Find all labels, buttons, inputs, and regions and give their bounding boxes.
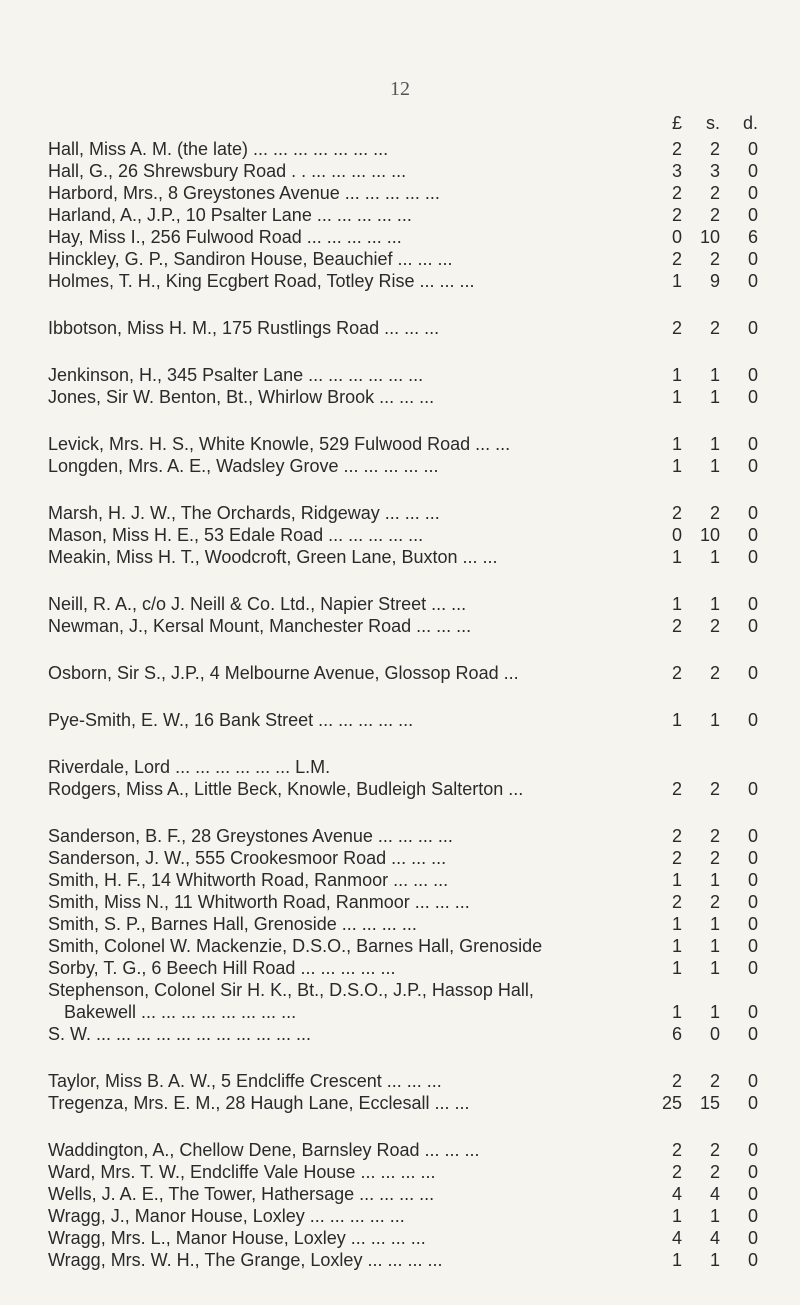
- subscriber-entry: [0, 433, 800, 455]
- subscriber-name: [48, 869, 648, 891]
- subscriber-entry: [0, 615, 800, 637]
- subscription-amount: [652, 455, 762, 477]
- shillings-value: 2: [709, 183, 720, 203]
- pounds-value: 1: [671, 434, 682, 454]
- subscriber-name: [48, 1249, 648, 1271]
- subscriber-entry: [0, 455, 800, 477]
- subscriber-name: [48, 182, 648, 204]
- pounds-value: 2: [671, 318, 682, 338]
- pounds-value: 3: [671, 161, 682, 181]
- subscription-amount: [652, 1092, 762, 1114]
- pounds-value: 1: [671, 1250, 682, 1270]
- subscriber-entry: [0, 182, 800, 204]
- pence-value: 0: [747, 456, 758, 476]
- subscriber-name-text: Wragg, Mrs. W. H., The Grange, Loxley ... ... ... ...: [48, 1250, 443, 1270]
- shillings-value: 1: [709, 958, 720, 978]
- subscriber-name: [48, 615, 648, 637]
- subscriber-entry: [0, 1070, 800, 1092]
- pence-value: 0: [747, 616, 758, 636]
- pence-value: 0: [747, 161, 758, 181]
- pounds-value: 1: [671, 914, 682, 934]
- shillings-value: 1: [709, 365, 720, 385]
- subscriber-name-text: Tregenza, Mrs. E. M., 28 Haugh Lane, Ecclesall ... ...: [48, 1093, 470, 1113]
- pounds-value: 2: [671, 1162, 682, 1182]
- subscriber-name-text: Hinckley, G. P., Sandiron House, Beauchief ... ... ...: [48, 249, 453, 269]
- pence-value: 0: [747, 1071, 758, 1091]
- letter-group: [0, 825, 800, 1045]
- subscription-amount: [652, 524, 762, 546]
- subscription-amount: [652, 1139, 762, 1161]
- subscriber-name-text: Ward, Mrs. T. W., Endcliffe Vale House ... ... ... ...: [48, 1162, 436, 1182]
- letter-group: [0, 593, 800, 637]
- pounds-value: 2: [671, 249, 682, 269]
- shillings-value: 3: [709, 161, 720, 181]
- page-number: 12: [390, 78, 410, 100]
- subscriber-entry: [0, 979, 800, 1023]
- subscriber-entry: [0, 1205, 800, 1227]
- subscriber-entry: [0, 138, 800, 160]
- pounds-value: 1: [671, 710, 682, 730]
- shillings-value: 2: [709, 249, 720, 269]
- subscriber-name: [48, 455, 648, 477]
- subscriber-entry: [0, 709, 800, 731]
- subscriber-name-text: Smith, S. P., Barnes Hall, Grenoside ... ... ... ...: [48, 914, 417, 934]
- pence-value: 0: [747, 1184, 758, 1204]
- subscriber-name: [48, 1092, 648, 1114]
- shillings-value: 2: [709, 318, 720, 338]
- pence-value: 0: [747, 1093, 758, 1113]
- pounds-value: 2: [671, 503, 682, 523]
- subscriber-entry: [0, 756, 800, 778]
- subscriber-name: [48, 891, 648, 913]
- shillings-value: 1: [709, 547, 720, 567]
- shillings-value: 1: [709, 594, 720, 614]
- subscriber-name-text: Hall, G., 26 Shrewsbury Road . . ... ... ... ... ...: [48, 161, 407, 181]
- subscriber-name: [48, 433, 648, 455]
- subscriber-entry: [0, 869, 800, 891]
- letter-group: [0, 433, 800, 477]
- subscriber-name-continuation: Bakewell ... ... ... ... ... ... ... ...: [64, 1002, 297, 1022]
- pence-value: 0: [747, 892, 758, 912]
- pence-value: 6: [747, 227, 758, 247]
- subscriber-name-text: Mason, Miss H. E., 53 Edale Road ... ... ... ... ...: [48, 525, 424, 545]
- pence-value: 0: [747, 958, 758, 978]
- shillings-value: 2: [709, 616, 720, 636]
- subscriber-entry: [0, 957, 800, 979]
- subscriber-name: [48, 1205, 648, 1227]
- subscriber-name: [48, 524, 648, 546]
- subscriber-name: [48, 593, 648, 615]
- pounds-value: 1: [671, 271, 682, 291]
- subscriber-entry: [0, 662, 800, 684]
- subscriber-entry: [0, 546, 800, 568]
- shillings-value: 10: [699, 525, 720, 545]
- subscriber-entry: [0, 1161, 800, 1183]
- subscription-amount: [652, 1249, 762, 1271]
- shillings-value: 1: [709, 434, 720, 454]
- subscription-amount: [652, 869, 762, 891]
- pence-value: 0: [747, 1250, 758, 1270]
- subscription-amount: [652, 778, 762, 800]
- pence-value: 0: [747, 387, 758, 407]
- subscriber-name: [48, 160, 648, 182]
- subscriber-entry: [0, 847, 800, 869]
- shillings-value: 2: [709, 848, 720, 868]
- pence-value: 0: [747, 848, 758, 868]
- subscription-amount: [652, 593, 762, 615]
- subscriber-name: [48, 364, 648, 386]
- pence-value: 0: [747, 249, 758, 269]
- subscriber-list: [0, 138, 800, 1296]
- letter-group: [0, 502, 800, 568]
- pence-value: 0: [747, 503, 758, 523]
- pence-value: 0: [747, 870, 758, 890]
- subscription-amount: [652, 913, 762, 935]
- pence-header: d.: [742, 113, 758, 133]
- subscriber-name: [48, 1023, 648, 1045]
- subscriber-name: [48, 270, 648, 292]
- pounds-value: 2: [671, 183, 682, 203]
- subscription-amount: [652, 1023, 762, 1045]
- subscription-amount: [652, 138, 762, 160]
- subscription-amount: [652, 1001, 762, 1023]
- subscriber-name: [48, 317, 648, 339]
- subscriber-entry: [0, 1249, 800, 1271]
- letter-group: [0, 756, 800, 800]
- subscriber-entry: [0, 935, 800, 957]
- shillings-value: 4: [709, 1228, 720, 1248]
- subscription-amount: [652, 615, 762, 637]
- pounds-value: 2: [671, 663, 682, 683]
- subscriber-entry: [0, 317, 800, 339]
- pounds-value: 2: [671, 826, 682, 846]
- letter-group: [0, 138, 800, 292]
- shillings-value: 2: [709, 663, 720, 683]
- subscriber-name: [48, 935, 648, 957]
- pounds-value: 1: [671, 1002, 682, 1022]
- pence-value: 0: [747, 1140, 758, 1160]
- pence-value: 0: [747, 1024, 758, 1044]
- pence-value: 0: [747, 594, 758, 614]
- pounds-value: 0: [671, 227, 682, 247]
- subscriber-entry: [0, 226, 800, 248]
- subscription-amount: [652, 386, 762, 408]
- shillings-value: 2: [709, 205, 720, 225]
- shillings-value: 1: [709, 870, 720, 890]
- pence-value: 0: [747, 139, 758, 159]
- subscription-amount: [652, 662, 762, 684]
- shillings-value: 2: [709, 1140, 720, 1160]
- pounds-value: 2: [671, 139, 682, 159]
- subscriber-name: [48, 226, 648, 248]
- subscriber-entry: [0, 913, 800, 935]
- subscriber-name-text: Wragg, Mrs. L., Manor House, Loxley ... ... ... ...: [48, 1228, 426, 1248]
- subscription-amount: [652, 226, 762, 248]
- subscriber-entry: [0, 248, 800, 270]
- letter-group: [0, 364, 800, 408]
- pounds-value: 1: [671, 936, 682, 956]
- pence-value: 0: [747, 1162, 758, 1182]
- subscriber-name: [48, 957, 648, 979]
- subscriber-name: [48, 546, 648, 568]
- shillings-value: 2: [709, 1162, 720, 1182]
- pounds-header: £: [671, 113, 682, 133]
- pence-value: 0: [747, 547, 758, 567]
- subscriber-name-text: Hall, Miss A. M. (the late) ... ... ... ... ... ... ...: [48, 139, 389, 159]
- pounds-value: 2: [671, 1071, 682, 1091]
- subscriber-name-text: Stephenson, Colonel Sir H. K., Bt., D.S.O., J.P., Hassop Hall,: [48, 980, 534, 1000]
- subscription-amount: [652, 1161, 762, 1183]
- subscriber-name-text: Harbord, Mrs., 8 Greystones Avenue ... ... ... ... ...: [48, 183, 440, 203]
- letter-group: [0, 709, 800, 731]
- subscriber-name-text: Longden, Mrs. A. E., Wadsley Grove ... ... ... ... ...: [48, 456, 439, 476]
- pounds-value: 1: [671, 594, 682, 614]
- subscription-amount: [652, 248, 762, 270]
- subscriber-name: [48, 913, 648, 935]
- pounds-value: 4: [671, 1228, 682, 1248]
- pounds-value: 1: [671, 547, 682, 567]
- subscriber-entry: [0, 386, 800, 408]
- pence-value: 0: [747, 914, 758, 934]
- subscriber-name: [48, 248, 648, 270]
- subscriber-name-text: Riverdale, Lord ... ... ... ... ... ... L.M.: [48, 757, 331, 777]
- subscriber-name-text: Jenkinson, H., 345 Psalter Lane ... ... ... ... ... ...: [48, 365, 424, 385]
- subscriber-name: [48, 1070, 648, 1092]
- pence-value: 0: [747, 271, 758, 291]
- subscriber-name-text: Smith, Miss N., 11 Whitworth Road, Ranmoor ... ... ...: [48, 892, 470, 912]
- subscriber-name: [48, 847, 648, 869]
- shillings-value: 2: [709, 892, 720, 912]
- subscriber-name: [48, 386, 648, 408]
- shillings-value: 1: [709, 456, 720, 476]
- subscriber-entry: [0, 1092, 800, 1114]
- subscription-amount: [652, 1227, 762, 1249]
- pence-value: 0: [747, 434, 758, 454]
- pounds-value: 2: [671, 848, 682, 868]
- shillings-value: 1: [709, 936, 720, 956]
- shillings-value: 1: [709, 1002, 720, 1022]
- subscriber-name-text: Rodgers, Miss A., Little Beck, Knowle, Budleigh Salterton ...: [48, 779, 524, 799]
- letter-group: [0, 1070, 800, 1114]
- subscription-amount: [652, 825, 762, 847]
- subscription-amount: [652, 935, 762, 957]
- subscriber-name: [48, 1161, 648, 1183]
- subscriber-entry: [0, 1227, 800, 1249]
- subscriber-name-text: Ibbotson, Miss H. M., 175 Rustlings Road ... ... ...: [48, 318, 440, 338]
- subscriber-name: [48, 1139, 648, 1161]
- subscriber-name-text: Newman, J., Kersal Mount, Manchester Road ... ... ...: [48, 616, 472, 636]
- pounds-value: 4: [671, 1184, 682, 1204]
- shillings-header: s.: [705, 113, 720, 133]
- subscriber-entry: [0, 502, 800, 524]
- subscriber-entry: [0, 593, 800, 615]
- pence-value: 0: [747, 205, 758, 225]
- subscription-amount: [652, 957, 762, 979]
- shillings-value: 1: [709, 914, 720, 934]
- pounds-value: 2: [671, 1140, 682, 1160]
- subscriber-name-text: Wells, J. A. E., The Tower, Hathersage ... ... ... ...: [48, 1184, 435, 1204]
- subscriber-name: [48, 979, 648, 1023]
- pounds-value: 1: [671, 456, 682, 476]
- subscriber-entry: [0, 364, 800, 386]
- subscriber-name-text: Smith, H. F., 14 Whitworth Road, Ranmoor ... ... ...: [48, 870, 449, 890]
- subscriber-name-text: Osborn, Sir S., J.P., 4 Melbourne Avenue, Glossop Road ...: [48, 663, 519, 683]
- letter-group: [0, 1139, 800, 1271]
- subscriber-entry: [0, 891, 800, 913]
- subscriber-name-text: Harland, A., J.P., 10 Psalter Lane ... ... ... ... ...: [48, 205, 412, 225]
- subscription-amount: [652, 891, 762, 913]
- pence-value: 0: [747, 525, 758, 545]
- shillings-value: 1: [709, 387, 720, 407]
- subscription-amount: [652, 204, 762, 226]
- subscription-amount: [652, 270, 762, 292]
- subscriber-name: [48, 662, 648, 684]
- subscriber-name-text: Jones, Sir W. Benton, Bt., Whirlow Brook ... ... ...: [48, 387, 435, 407]
- subscription-amount: [652, 182, 762, 204]
- shillings-value: 1: [709, 710, 720, 730]
- subscriber-name: [48, 1183, 648, 1205]
- subscription-amount: [652, 1183, 762, 1205]
- shillings-value: 4: [709, 1184, 720, 1204]
- subscriber-name-text: Marsh, H. J. W., The Orchards, Ridgeway ... ... ...: [48, 503, 440, 523]
- subscription-amount: [652, 847, 762, 869]
- shillings-value: 9: [709, 271, 720, 291]
- subscriber-name-text: Hay, Miss I., 256 Fulwood Road ... ... ... ... ...: [48, 227, 402, 247]
- pence-value: 0: [747, 1206, 758, 1226]
- pence-value: 0: [747, 826, 758, 846]
- subscriber-name-text: Waddington, A., Chellow Dene, Barnsley Road ... ... ...: [48, 1140, 480, 1160]
- subscriber-entry: [0, 778, 800, 800]
- pence-value: 0: [747, 1228, 758, 1248]
- subscription-amount: [652, 160, 762, 182]
- subscriber-name: [48, 502, 648, 524]
- letter-group: [0, 317, 800, 339]
- subscription-amount: [652, 546, 762, 568]
- subscriber-entry: [0, 1183, 800, 1205]
- shillings-value: 2: [709, 826, 720, 846]
- subscriber-name-text: Levick, Mrs. H. S., White Knowle, 529 Fulwood Road ... ...: [48, 434, 511, 454]
- subscriber-name: [48, 204, 648, 226]
- pence-value: 0: [747, 779, 758, 799]
- pence-value: 0: [747, 318, 758, 338]
- pence-value: 0: [747, 710, 758, 730]
- subscriber-entry: [0, 160, 800, 182]
- subscriber-name: [48, 138, 648, 160]
- subscriber-name-text: Wragg, J., Manor House, Loxley ... ... ... ... ...: [48, 1206, 405, 1226]
- subscription-amount: [652, 1070, 762, 1092]
- subscriber-name-text: Neill, R. A., c/o J. Neill & Co. Ltd., Napier Street ... ...: [48, 594, 467, 614]
- pounds-value: 1: [671, 365, 682, 385]
- subscription-amount: [652, 317, 762, 339]
- pounds-value: 1: [671, 1206, 682, 1226]
- subscriber-name: [48, 825, 648, 847]
- subscriber-name-text: Sanderson, B. F., 28 Greystones Avenue ... ... ... ...: [48, 826, 453, 846]
- pounds-value: 2: [671, 616, 682, 636]
- subscription-amount: [652, 709, 762, 731]
- shillings-value: 2: [709, 1071, 720, 1091]
- subscriber-name-text: Sanderson, J. W., 555 Crookesmoor Road ... ... ...: [48, 848, 447, 868]
- subscriber-name-text: Smith, Colonel W. Mackenzie, D.S.O., Barnes Hall, Grenoside: [48, 936, 543, 956]
- shillings-value: 1: [709, 1250, 720, 1270]
- subscriber-name: [48, 709, 648, 731]
- subscriber-entry: [0, 204, 800, 226]
- pounds-value: 1: [671, 387, 682, 407]
- subscriber-entry: [0, 825, 800, 847]
- subscription-amount: [652, 1205, 762, 1227]
- subscriber-entry: [0, 524, 800, 546]
- pounds-value: 25: [661, 1093, 682, 1113]
- shillings-value: 2: [709, 503, 720, 523]
- subscriber-name-text: Meakin, Miss H. T., Woodcroft, Green Lane, Buxton ... ...: [48, 547, 498, 567]
- pounds-value: 2: [671, 779, 682, 799]
- pence-value: 0: [747, 1002, 758, 1022]
- pence-value: 0: [747, 663, 758, 683]
- subscription-amount: [652, 433, 762, 455]
- shillings-value: 10: [699, 227, 720, 247]
- pence-value: 0: [747, 936, 758, 956]
- subscription-amount: [652, 756, 762, 778]
- subscriber-name: [48, 778, 648, 800]
- subscriber-name: [48, 756, 648, 778]
- subscriber-name-text: Taylor, Miss B. A. W., 5 Endcliffe Crescent ... ... ...: [48, 1071, 442, 1091]
- pounds-value: 2: [671, 205, 682, 225]
- pounds-value: 0: [671, 525, 682, 545]
- subscriber-name-text: Sorby, T. G., 6 Beech Hill Road ... ... ... ... ...: [48, 958, 396, 978]
- currency-column-headers: [652, 113, 762, 135]
- subscriber-entry: [0, 1139, 800, 1161]
- pounds-value: 1: [671, 958, 682, 978]
- shillings-value: 1: [709, 1206, 720, 1226]
- subscriber-entry: [0, 1023, 800, 1045]
- pence-value: 0: [747, 183, 758, 203]
- subscriber-name: [48, 1227, 648, 1249]
- shillings-value: 2: [709, 779, 720, 799]
- subscriber-name-text: Holmes, T. H., King Ecgbert Road, Totley Rise ... ... ...: [48, 271, 475, 291]
- subscription-amount: [652, 364, 762, 386]
- pounds-value: 1: [671, 870, 682, 890]
- letter-group: [0, 662, 800, 684]
- pounds-value: 2: [671, 892, 682, 912]
- pounds-value: 6: [671, 1024, 682, 1044]
- subscription-amount: [652, 502, 762, 524]
- shillings-value: 2: [709, 139, 720, 159]
- shillings-value: 0: [709, 1024, 720, 1044]
- subscriber-name-text: Pye-Smith, E. W., 16 Bank Street ... ... ... ... ...: [48, 710, 414, 730]
- subscriber-entry: [0, 270, 800, 292]
- subscriber-name-text: S. W. ... ... ... ... ... ... ... ... ... ... ...: [48, 1024, 312, 1044]
- shillings-value: 15: [699, 1093, 720, 1113]
- pence-value: 0: [747, 365, 758, 385]
